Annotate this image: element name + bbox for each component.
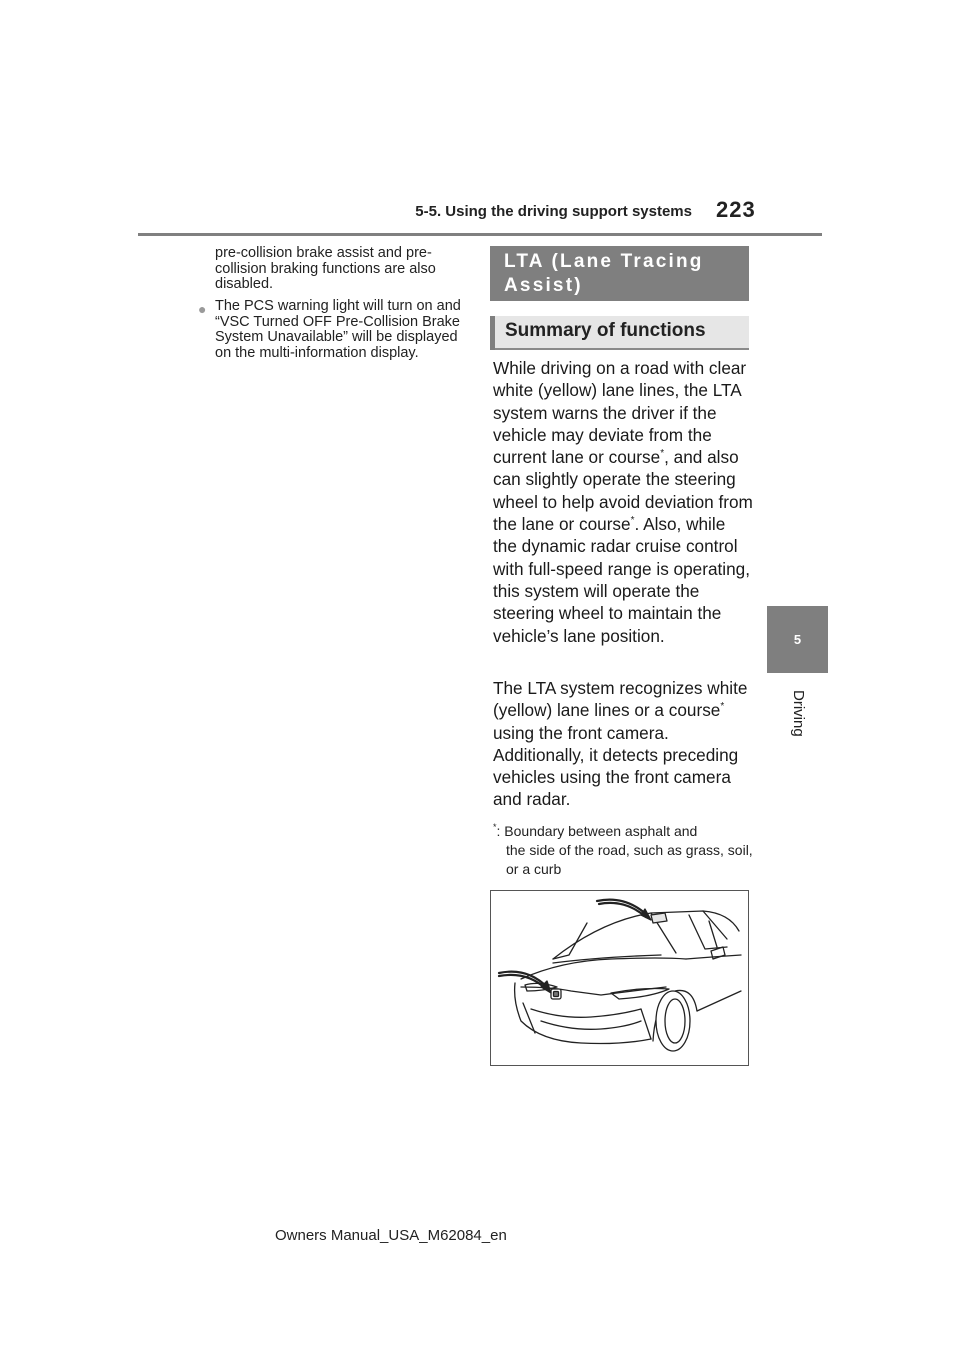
subheading-text: Summary of functions bbox=[505, 320, 706, 341]
paragraph-1-part-3: . Also, while the dynamic radar cruise control with full-speed range is operating, this system will operate the steering wheel to maintain the vehicle’s lane position. bbox=[493, 514, 751, 646]
subheading-accent-bar bbox=[490, 316, 495, 350]
section-title: 5-5. Using the driving support systems bbox=[415, 203, 692, 220]
subheading bbox=[490, 316, 749, 350]
bullet-item-text: The PCS warning light will turn on and “VSC Turned OFF Pre-Collision Brake System Unavailable” will be displayed on the multi-information display. bbox=[215, 298, 461, 361]
footnote-marker: * bbox=[493, 822, 497, 832]
paragraph-2-part-2: using the front camera. Additionally, it detects preceding vehicles using the front camera and radar. bbox=[493, 722, 739, 810]
footnote-continuation: the side of the road, such as grass, soil, or a curb bbox=[506, 842, 753, 877]
bullet-icon: ● bbox=[198, 301, 207, 317]
summary-paragraph-2 bbox=[493, 677, 753, 811]
chapter-label: Driving bbox=[790, 690, 807, 737]
footnote bbox=[493, 818, 753, 879]
summary-paragraph-1 bbox=[493, 357, 753, 647]
paragraph-1-part-1: While driving on a road with clear white (yellow) lane lines, the LTA system warns the driver if the vehicle may deviate from the current lane or course bbox=[493, 358, 747, 468]
page-number: 223 bbox=[716, 197, 756, 222]
footnote-lead: : Boundary between asphalt and bbox=[496, 823, 698, 839]
chapter-label-container bbox=[787, 690, 807, 770]
asterisk-marker: * bbox=[720, 701, 725, 713]
paragraph-1-part-2: , and also can slightly operate the steering wheel to help avoid deviation from the lane or course bbox=[493, 447, 753, 535]
header-divider bbox=[138, 233, 822, 236]
section-heading bbox=[490, 246, 749, 301]
chapter-number: 5 bbox=[793, 632, 802, 647]
continued-paragraph: pre-collision brake assist and pre-collision braking functions are also disabled. bbox=[215, 245, 436, 292]
car-front-camera-radar-illustration bbox=[491, 891, 748, 1065]
footer-manual-id: Owners Manual_USA_M62084_en bbox=[275, 1227, 507, 1244]
asterisk-marker: * bbox=[660, 448, 665, 460]
asterisk-marker: * bbox=[630, 515, 635, 527]
paragraph-2-part-1: The LTA system recognizes white (yellow) lane lines or a course bbox=[493, 678, 748, 721]
car-sensor-figure bbox=[490, 890, 749, 1066]
section-heading-text: LTA (Lane Tracing Assist) bbox=[504, 251, 704, 296]
